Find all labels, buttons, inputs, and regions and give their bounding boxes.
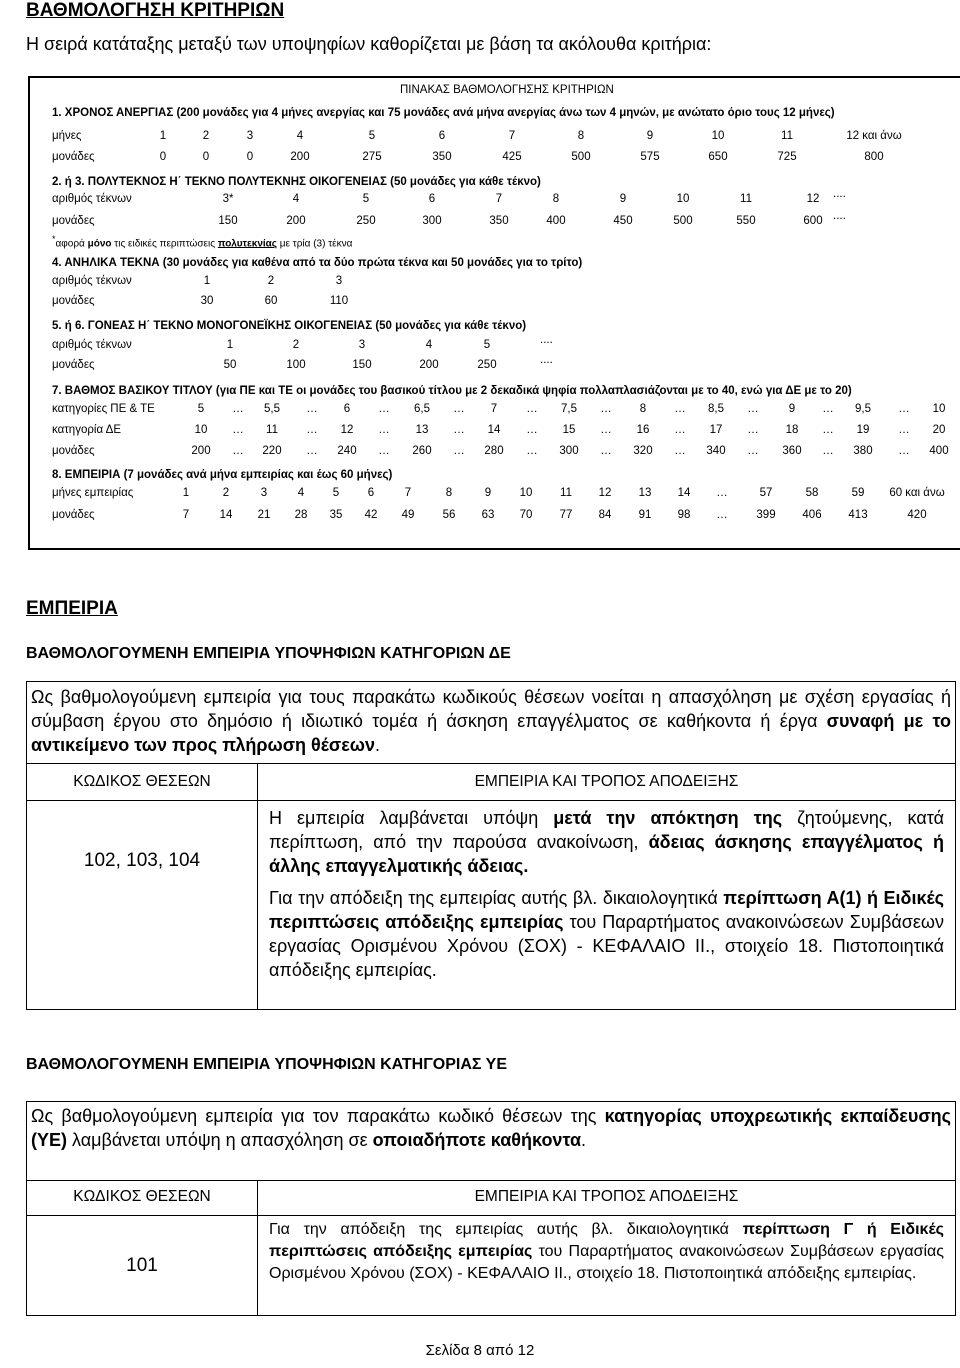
value-cell: 19 [856,424,870,436]
value-cell: 15 [562,424,576,436]
value-cell: 12 [598,487,612,499]
value-cell: 300 [559,445,579,457]
intro-bold: κατηγορίας υποχρεωτικής εκπαίδευσης (ΥΕ) [31,1106,951,1150]
value-cell: … [674,424,686,436]
value-cell: 8 [445,487,453,499]
value-cell: 10 [676,193,690,205]
desc-bold: μετά την απόκτηση της [553,808,783,828]
value-cell: 6 [367,487,375,499]
value-cell: 1 [226,339,234,351]
value-cell: … [898,445,910,457]
experience-title: ΕΜΠΕΙΡΙΑ [26,598,118,619]
ellipsis: .... [540,354,553,366]
value-cell: 30 [200,295,214,307]
row-label: κατηγορίες ΠΕ & ΤΕ [52,403,155,415]
value-cell: 360 [782,445,802,457]
ye-heading: ΒΑΘΜΟΛΟΓΟΥΜΕΝΗ ΕΜΠΕΙΡΙΑ ΥΠΟΨΗΦΙΩΝ ΚΑΤΗΓΟΡΙΑΣ ΥΕ [26,1056,508,1073]
value-cell: 0 [246,151,254,163]
section-heading: 8. ΕΜΠΕΙΡΙΑ (7 μονάδες ανά μήνα εμπειρίας και έως 60 μήνες) [52,469,393,481]
value-cell: 8 [639,403,647,415]
value-cell: … [306,424,318,436]
desc-text: Για την απόδειξη της εμπειρίας αυτής βλ. δικαιολογητικά [269,1221,743,1238]
de-code-cell [26,800,258,1010]
value-cell: 650 [708,151,728,163]
value-cell: 6 [428,193,436,205]
footnote-text: αφορά [55,238,88,250]
value-cell: 49 [401,509,415,521]
desc-text: Η εμπειρία λαμβάνεται υπόψη [269,808,554,828]
value-cell: 0 [159,151,167,163]
value-cell: 280 [484,445,504,457]
value-cell: 17 [709,424,723,436]
value-cell: 6 [438,130,446,142]
value-cell: 200 [191,445,211,457]
value-cell: … [716,509,728,521]
value-cell: 84 [598,509,612,521]
value-cell: … [378,424,390,436]
value-cell: … [674,445,686,457]
value-cell: 7 [495,193,503,205]
value-cell: 250 [477,359,497,371]
row-label: μονάδες [52,509,95,521]
value-cell: 12 [340,424,354,436]
value-cell: 13 [415,424,429,436]
value-cell: 11 [781,130,793,142]
value-cell: 220 [262,445,282,457]
value-cell: … [822,424,834,436]
value-cell: … [232,403,244,415]
value-cell: 12 και άνω [846,130,902,142]
ye-intro [31,1104,951,1152]
de-desc-p1 [269,806,944,878]
value-cell: 425 [502,151,522,163]
value-cell: 7 [490,403,498,415]
ellipsis: .... [540,334,553,346]
page-number: Σελίδα 8 από 12 [425,1342,535,1359]
row-label: κατηγορία ΔΕ [52,424,121,436]
value-cell: 413 [848,509,868,521]
value-cell: 406 [802,509,822,521]
row-label: αριθμός τέκνων [52,193,132,205]
value-cell: 77 [559,509,573,521]
intro-text: λαμβάνεται υπόψη η απασχόληση σε [67,1130,373,1150]
desc-text: ζητούμενης, κατά περίπτωση, από την παρούσα ανακοίνωση, [269,808,944,852]
value-cell: 150 [218,215,238,227]
value-cell: 500 [673,215,693,227]
value-cell: 10 [519,487,533,499]
value-cell: 300 [422,215,442,227]
value-cell: 6 [343,403,351,415]
intro-bold: συναφή με το αντικείμενο των προς πλήρωση θέσεων [31,711,951,755]
value-cell: 9 [788,403,796,415]
value-cell: 420 [907,509,927,521]
value-cell: 9 [646,130,654,142]
value-cell: 240 [337,445,357,457]
section-heading: 2. ή 3. ΠΟΛΥΤΕΚΝΟΣ Η΄ ΤΕΚΝΟ ΠΟΛΥΤΕΚΝΗΣ ΟΙΚΟΓΕΝΕΙΑΣ (50 μονάδες για κάθε τέκνο) [52,176,541,188]
value-cell: 14 [219,509,233,521]
value-cell: 7,5 [561,403,577,415]
value-cell: … [453,403,465,415]
value-cell: 5 [362,193,370,205]
value-cell: … [453,445,465,457]
page-title: ΒΑΘΜΟΛΟΓΗΣΗ ΚΡΙΤΗΡΙΩΝ [26,0,285,21]
value-cell: 200 [290,151,310,163]
ye-codes: 101 [126,1255,158,1276]
row-label: μονάδες [52,445,95,457]
de-col1-header: ΚΩΔΙΚΟΣ ΘΕΣΕΩΝ [73,773,211,790]
desc-text: του Παραρτήματος ανακοινώσεων Συμβάσεων εργασίας Ορισμένου Χρόνου (ΣΟΧ) - ΚΕΦΑΛΑΙΟ ΙΙ., στοιχείο 18. Πιστοποιητικά απόδειξης εμπειρίας. [269,912,944,980]
footnote-star: * [52,234,56,244]
value-cell: … [747,424,759,436]
value-cell: 10 [932,403,946,415]
row-label: αριθμός τέκνων [52,339,132,351]
value-cell: … [600,403,612,415]
row-label: μήνες εμπειρίας [52,487,134,499]
ellipsis: .... [833,188,846,200]
value-cell: 91 [638,509,652,521]
value-cell: 8 [577,130,585,142]
value-cell: 4 [292,193,300,205]
value-cell: 11 [740,193,752,205]
value-cell: 150 [352,359,372,371]
value-cell: … [453,424,465,436]
value-cell: 275 [362,151,382,163]
value-cell: 6,5 [414,403,430,415]
value-cell: … [378,445,390,457]
section-heading: 7. ΒΑΘΜΟΣ ΒΑΣΙΚΟΥ ΤΙΤΛΟΥ (για ΠΕ και ΤΕ οι μονάδες του βασικού τίτλου με 2 δεκαδικά ψηφία πολλαπλασιάζονται με το 40, ενώ για ΔΕ με το 20) [52,385,852,397]
value-cell: … [747,403,759,415]
value-cell: 60 και άνω [889,487,945,499]
value-cell: 8,5 [708,403,724,415]
de-col2-header: ΕΜΠΕΙΡΙΑ ΚΑΙ ΤΡΟΠΟΣ ΑΠΟΔΕΙΞΗΣ [474,773,739,790]
value-cell: 600 [803,215,823,227]
value-cell: 250 [356,215,376,227]
value-cell: 7 [182,509,190,521]
value-cell: 2 [267,275,275,287]
value-cell: … [306,445,318,457]
value-cell: … [747,445,759,457]
intro-bold: οποιαδήποτε καθήκοντα [372,1130,582,1150]
value-cell: … [716,487,728,499]
value-cell: … [898,403,910,415]
ye-col2-header: ΕΜΠΕΙΡΙΑ ΚΑΙ ΤΡΟΠΟΣ ΑΠΟΔΕΙΞΗΣ [474,1188,739,1205]
value-cell: 10 [711,130,725,142]
value-cell: 2 [202,130,210,142]
value-cell: 320 [633,445,653,457]
value-cell: 3 [335,275,343,287]
value-cell: 725 [777,151,797,163]
intro-text: Ως βαθμολογούμενη εμπειρία για τους παρακάτω κωδικούς θέσεων νοείται η απασχόληση με σχέση εργασίας ή σύμβαση έργου στο δημόσιο ή ιδιωτικό τομέα ή άσκηση επαγγέλματος σε καθήκοντα ή έργα [31,687,951,731]
value-cell: 13 [638,487,652,499]
intro-text: . [581,1130,587,1150]
value-cell: 9 [619,193,627,205]
value-cell: 21 [257,509,271,521]
value-cell: 260 [412,445,432,457]
value-cell: 3 [358,339,366,351]
row-label: μονάδες [52,215,95,227]
value-cell: … [378,403,390,415]
value-cell: 4 [425,339,433,351]
value-cell: 3 [246,130,254,142]
value-cell: 399 [756,509,776,521]
value-cell: … [674,403,686,415]
value-cell: 56 [442,509,456,521]
value-cell: 1 [159,130,167,142]
value-cell: … [232,424,244,436]
value-cell: 50 [223,359,237,371]
value-cell: 11 [266,424,278,436]
footnote-bold: μόνο [87,238,112,250]
value-cell: 800 [864,151,884,163]
value-cell: … [600,445,612,457]
value-cell: 63 [481,509,495,521]
row-label: μονάδες [52,151,95,163]
value-cell: 350 [432,151,452,163]
value-cell: 2 [222,487,230,499]
value-cell: 7 [508,130,516,142]
page-subtitle: Η σειρά κατάταξης μεταξύ των υποψηφίων καθορίζεται με βάση τα ακόλουθα κριτήρια: [26,34,712,54]
value-cell: 5 [197,403,205,415]
footnote-text: τις ειδικές περιπτώσεις [111,238,218,250]
footnote [52,234,352,249]
value-cell: 9,5 [855,403,871,415]
row-label: μονάδες [52,359,95,371]
value-cell: 57 [759,487,773,499]
footnote-bold: πολυτεκνίας [217,238,278,250]
value-cell: 60 [264,295,278,307]
value-cell: 98 [677,509,691,521]
value-cell: 16 [636,424,650,436]
section-heading: 1. ΧΡΟΝΟΣ ΑΝΕΡΓΙΑΣ (200 μονάδες για 4 μήνες ανεργίας και 75 μονάδες ανά μήνα ανεργίας άνω των 4 μηνών, με ανώτατο όριο τους 12 μήνες) [52,107,835,119]
value-cell: 9 [484,487,492,499]
value-cell: 14 [487,424,501,436]
section-heading: 5. ή 6. ΓΟΝΕΑΣ Η΄ ΤΕΚΝΟ ΜΟΝΟΓΟΝΕΪΚΗΣ ΟΙΚΟΓΕΝΕΙΑΣ (50 μονάδες για κάθε τέκνο) [52,320,527,332]
row-label: μήνες [52,130,82,142]
value-cell: 350 [489,215,509,227]
value-cell: 450 [613,215,633,227]
value-cell: 14 [677,487,691,499]
row-label: μονάδες [52,295,95,307]
value-cell: … [822,445,834,457]
value-cell: 58 [805,487,819,499]
de-desc-p2 [269,886,944,982]
value-cell: 500 [571,151,591,163]
ye-desc [269,1219,944,1285]
section-heading: 4. ΑΝΗΛΙΚΑ ΤΕΚΝΑ (30 μονάδες για καθένα από τα δύο πρώτα τέκνα και 50 μονάδες για το τρίτο) [52,257,583,269]
value-cell: 200 [419,359,439,371]
value-cell: … [232,445,244,457]
value-cell: 5 [368,130,376,142]
value-cell: 1 [182,487,190,499]
value-cell: 11 [560,487,572,499]
desc-text: του Παραρτήματος ανακοινώσεων Συμβάσεων εργασίας Ορισμένου Χρόνου (ΣΟΧ) - ΚΕΦΑΛΑΙΟ ΙΙ., στοιχείο 18. Πιστοποιητικά απόδειξης εμπειρίας. [269,1243,944,1282]
desc-text: Για την απόδειξη της εμπειρίας αυτής βλ. δικαιολογητικά [269,888,724,908]
row-label: αριθμός τέκνων [52,275,132,287]
value-cell: 3 [260,487,268,499]
value-cell: 2 [292,339,300,351]
ellipsis: .... [833,210,846,222]
value-cell: 550 [736,215,756,227]
value-cell: 12 [806,193,820,205]
value-cell: … [898,424,910,436]
value-cell: 7 [404,487,412,499]
value-cell: 575 [640,151,660,163]
value-cell: … [526,403,538,415]
value-cell: 5 [483,339,491,351]
value-cell: 5,5 [264,403,280,415]
value-cell: 3* [222,193,234,205]
value-cell: 59 [851,487,865,499]
value-cell: … [306,403,318,415]
de-heading: ΒΑΘΜΟΛΟΓΟΥΜΕΝΗ ΕΜΠΕΙΡΙΑ ΥΠΟΨΗΦΙΩΝ ΚΑΤΗΓΟΡΙΩΝ ΔΕ [26,645,511,662]
value-cell: … [600,424,612,436]
intro-text: Ως βαθμολογούμενη εμπειρία για τον παρακάτω κωδικό θέσεων της [31,1106,605,1126]
value-cell: 42 [364,509,378,521]
desc-bold: άδειας άσκησης επαγγέλματος ή άλλης επαγγελματικής άδειας. [269,832,944,876]
criteria-table-title: ΠΙΝΑΚΑΣ ΒΑΘΜΟΛΟΓΗΣΗΣ ΚΡΙΤΗΡΙΩΝ [400,84,614,96]
value-cell: 4 [297,487,305,499]
desc-bold: περίπτωση Α(1) ή Ειδικές περιπτώσεις απόδειξης εμπειρίας [269,888,944,932]
value-cell: 1 [203,275,211,287]
value-cell: 100 [286,359,306,371]
value-cell: 110 [329,295,349,307]
desc-bold: περίπτωση Γ ή Ειδικές περιπτώσεις απόδειξης εμπειρίας [269,1221,945,1260]
value-cell: 70 [519,509,533,521]
value-cell: 400 [929,445,949,457]
de-codes: 102, 103, 104 [83,850,201,871]
value-cell: 10 [194,424,208,436]
value-cell: 200 [286,215,306,227]
value-cell: … [822,403,834,415]
value-cell: 18 [785,424,799,436]
value-cell: 400 [546,215,566,227]
value-cell: 340 [706,445,726,457]
footnote-text: με τρία (3) τέκνα [277,238,353,250]
de-intro [31,685,951,757]
value-cell: … [526,424,538,436]
value-cell: … [526,445,538,457]
value-cell: 35 [329,509,343,521]
value-cell: 380 [853,445,873,457]
value-cell: 5 [332,487,340,499]
value-cell: 28 [294,509,308,521]
intro-text: . [374,735,380,755]
value-cell: 4 [296,130,304,142]
value-cell: 0 [202,151,210,163]
value-cell: 8 [552,193,560,205]
ye-col1-header: ΚΩΔΙΚΟΣ ΘΕΣΕΩΝ [73,1188,211,1205]
value-cell: 20 [932,424,946,436]
